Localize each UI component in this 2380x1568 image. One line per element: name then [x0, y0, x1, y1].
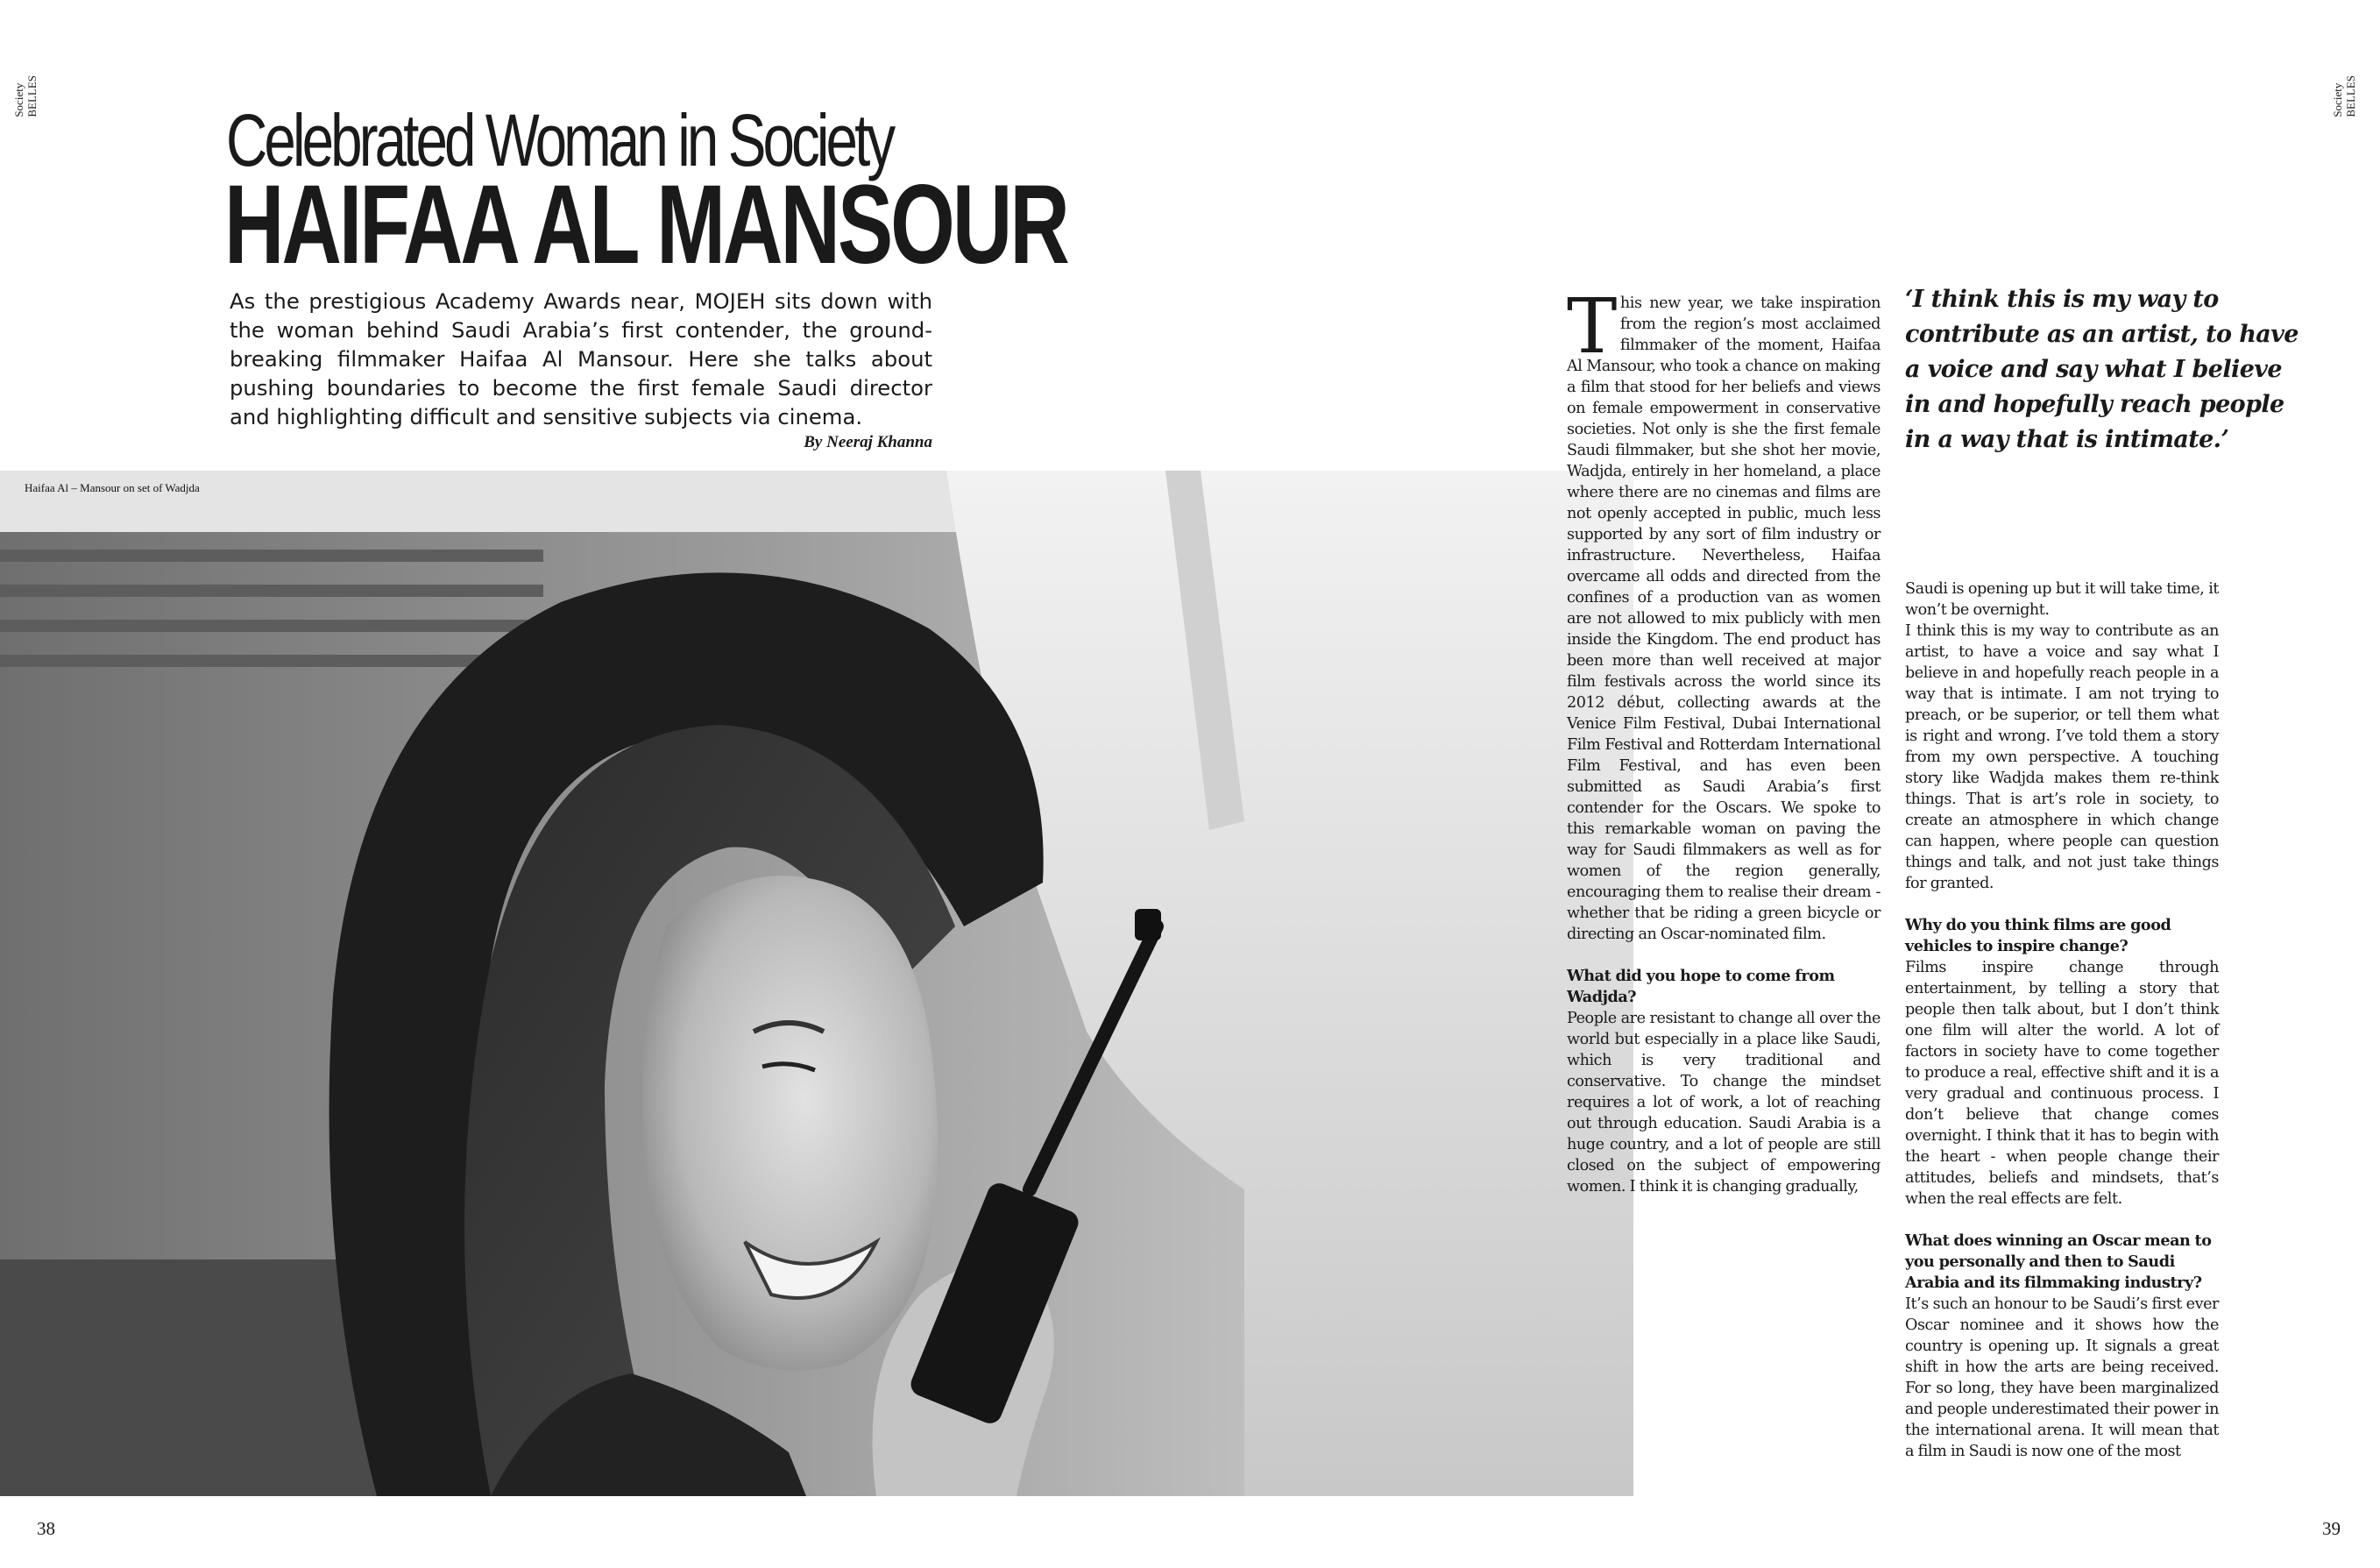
- intro-text: his new year, we take inspiration from the region’s most acclaimed filmmaker of the moment, Haifaa Al Mansour, who took a chance on making a film that stood for her beliefs and views on female empowerment in conservative societies. Not only is she the first female Saudi filmmaker, but she shot her movie, Wadjda, entirely in her homeland, a place where there are no cinemas and films are not openly accepted in public, much less supported by any sort of film industry or infrastructure. Nevertheless, Haifaa overcame all odds and directed from the confines of a production van as women are not allowed to mix publicly with men inside the Kingdom. The end product has been more than well received at major film festivals across the world since its 2012 début, collecting awards at the Venice Film Festival, Dubai International Film Festival and Rotterdam International Film Festival, and has even been submitted as Saudi Arabia’s first contender for the Oscars. We spoke to this remarkable woman on paving the way for Saudi filmmakers as well as for women of the region generally, encouraging them to realise their dream - whether that be riding a green bicycle or directing an Oscar-nominated film.: [1567, 294, 1881, 943]
- section-name: Society: [2331, 82, 2344, 117]
- paragraph-continued: Saudi is opening up but it will take time, it won’t be overnight.: [1905, 580, 2219, 619]
- question-1: What did you hope to come from Wadjda?: [1567, 967, 1835, 1006]
- article-headline: HAIFAA AL MANSOUR: [224, 162, 1067, 287]
- page-number-left: 38: [37, 1518, 55, 1539]
- page-number-right: 39: [2322, 1518, 2341, 1539]
- pull-quote: ‘I think this is my way to contribute as an artist, to have a voice and say what I believe in and hopefully reach people in a way that is intimate.’: [1905, 286, 2299, 453]
- section-label-left: [12, 75, 47, 117]
- article-column-1: [1567, 283, 1881, 1197]
- section-label-right: [2331, 75, 2366, 117]
- article-column-2: [1905, 578, 2219, 1462]
- section-subname: BELLES: [2344, 75, 2357, 117]
- question-2: Why do you think films are good vehicles to inspire change?: [1905, 916, 2171, 955]
- paragraph-2: I think this is my way to contribute as an artist, to have a voice and say what I believe in and hopefully reach people in a way that is intimate. I am not trying to preach, or be superior, or tell them what is right and wrong. I’ve told them a story from my own perspective. A touching story like Wadjda makes them re-think things. That is art’s role in society, to create an atmosphere in which change can happen, where people can question things and talk, and not just take things for granted.: [1905, 622, 2219, 892]
- section-name: Society: [12, 82, 25, 117]
- article-kicker: Celebrated Woman in Society: [226, 99, 893, 181]
- portrait-photo: [0, 471, 1633, 1496]
- article-byline: By Neeraj Khanna: [804, 433, 932, 451]
- answer-1: People are resistant to change all over the world but especially in a place like Saudi, which is very traditional and conservative. To change the mindset requires a lot of work, a lot of reaching out through education. Saudi Arabia is a huge country, and a lot of people are still closed on the subject of empowering women. I think it is changing gradually,: [1567, 1010, 1881, 1196]
- article-standfirst: As the prestigious Academy Awards near, MOJEH sits down with the woman behind Saudi Arabia’s first contender, the ground-breaking filmmaker Haifaa Al Mansour. Here she talks about pushing boundaries to become the first female Saudi director and highlighting difficult and sensitive subjects via cinema.: [230, 288, 932, 429]
- section-subname: BELLES: [25, 75, 39, 117]
- drop-cap: T: [1567, 283, 1617, 371]
- question-3: What does winning an Oscar mean to you personally and then to Saudi Arabia and its filmmaking industry?: [1905, 1231, 2212, 1292]
- intro-paragraph: [1567, 283, 1881, 945]
- portrait-illustration: [0, 471, 1633, 1496]
- answer-3: It’s such an honour to be Saudi’s first ever Oscar nominee and it shows how the country is opening up. It signals a great shift in how the arts are being received. For so long, they have been marginalized and people underestimated their power in the international arena. It will mean that a film in Saudi is now one of the most: [1905, 1295, 2219, 1460]
- answer-2: Films inspire change through entertainment, by telling a story that people then talk about, but I don’t think one film will alter the world. A lot of factors in society have to come together to produce a real, effective shift and it is a very gradual and continuous process. I don’t believe that change comes overnight. I think that it has to begin with the heart - when people change their attitudes, beliefs and mindsets, that’s when the real effects are felt.: [1905, 959, 2219, 1208]
- photo-caption: Haifaa Al – Mansour on set of Wadjda: [25, 481, 200, 494]
